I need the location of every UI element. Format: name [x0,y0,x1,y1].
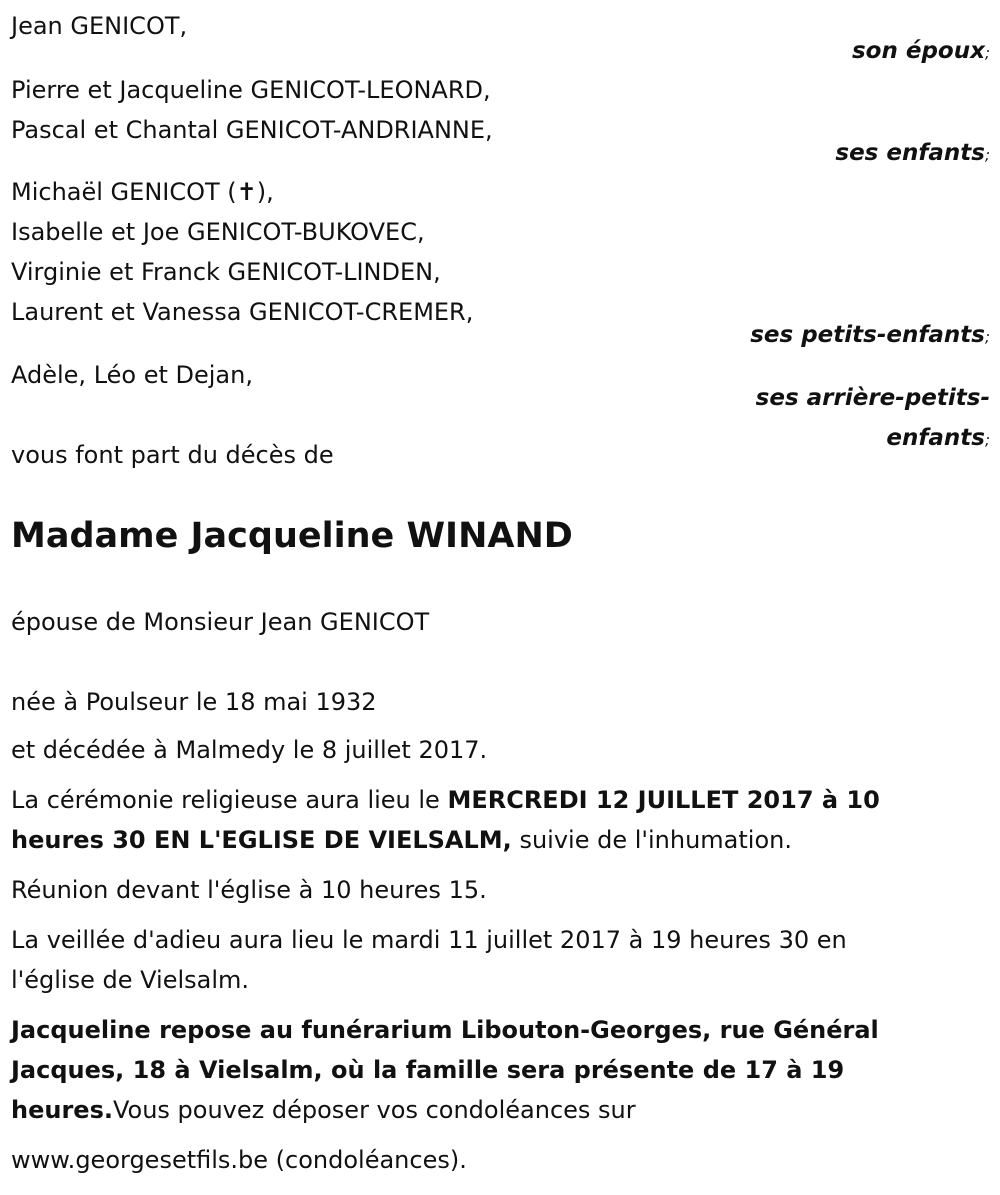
separator: ; [984,146,990,164]
funerarium-text: Jacques, 18 à Vielsalm, où la famille sera présente de 17 à 19 [11,1056,845,1084]
great-grandchildren-relation-line1: ses arrière-petits- [755,385,990,411]
vigil-line2: l'église de Vielsalm. [11,966,250,994]
children-relation-label: ses enfants [835,140,985,166]
grandchild-couple: Virginie et Franck GENICOT-LINDEN, [11,258,441,286]
great-grandchildren: Adèle, Léo et Dejan, [11,361,253,389]
spouse-name: Jean GENICOT, [11,12,188,40]
spouse-relation-label: son époux [851,38,985,64]
great-grandchildren-relation-label: enfants [886,425,985,451]
death-info: et décédée à Malmedy le 8 juillet 2017. [11,736,488,764]
vigil-line1: La veillée d'adieu aura lieu le mardi 11 juillet 2017 à 19 heures 30 en [11,926,847,954]
grandchild-couple: Isabelle et Joe GENICOT-BUKOVEC, [11,218,425,246]
grandchild-name: Michaël GENICOT ( [11,178,237,206]
funerarium-line2 [11,1050,844,1090]
funerarium-line1 [11,1010,879,1050]
grandchildren-relation-label: ses petits-enfants [750,322,985,348]
funerarium-text: Jacqueline repose au funérarium Libouton-Georges, rue Général [11,1016,879,1044]
condolences-website: www.georgesetfils.be (condoléances). [11,1146,467,1174]
deceased-name: Madame Jacqueline WINAND [11,516,573,556]
condolences-text: Vous pouvez déposer vos condoléances sur [112,1096,636,1124]
ceremony-prefix: La cérémonie religieuse aura lieu le [11,786,448,814]
grandchild-couple: Laurent et Vanessa GENICOT-CREMER, [11,298,474,326]
spouse-relation [852,31,990,73]
ceremony-place: heures 30 EN L'EGLISE DE VIELSALM, [11,826,512,854]
children-relation [835,133,990,175]
ceremony-line2 [11,820,792,860]
separator: ; [984,328,990,346]
birth-info: née à Poulseur le 18 mai 1932 [11,688,377,716]
child-couple: Pierre et Jacqueline GENICOT-LEONARD, [11,76,491,104]
grandchild-deceased [11,172,274,212]
ceremony-suffix: suivie de l'inhumation. [511,826,792,854]
funerarium-text: heures. [11,1096,113,1124]
ceremony-line1 [11,780,880,820]
child-couple: Pascal et Chantal GENICOT-ANDRIANNE, [11,116,493,144]
spouse-of: épouse de Monsieur Jean GENICOT [11,608,430,636]
separator: ; [984,431,990,449]
funerarium-line3 [11,1090,636,1130]
separator: ; [984,44,990,62]
grandchildren-relation [750,315,990,357]
grandchild-tail: ), [256,178,274,206]
intro-text: vous font part du décès de [11,441,334,469]
cross-icon: ✝ [236,178,257,206]
ceremony-date: MERCREDI 12 JUILLET 2017 à 10 [447,786,880,814]
great-grandchildren-relation-line2 [886,418,990,460]
meeting-info: Réunion devant l'église à 10 heures 15. [11,876,487,904]
